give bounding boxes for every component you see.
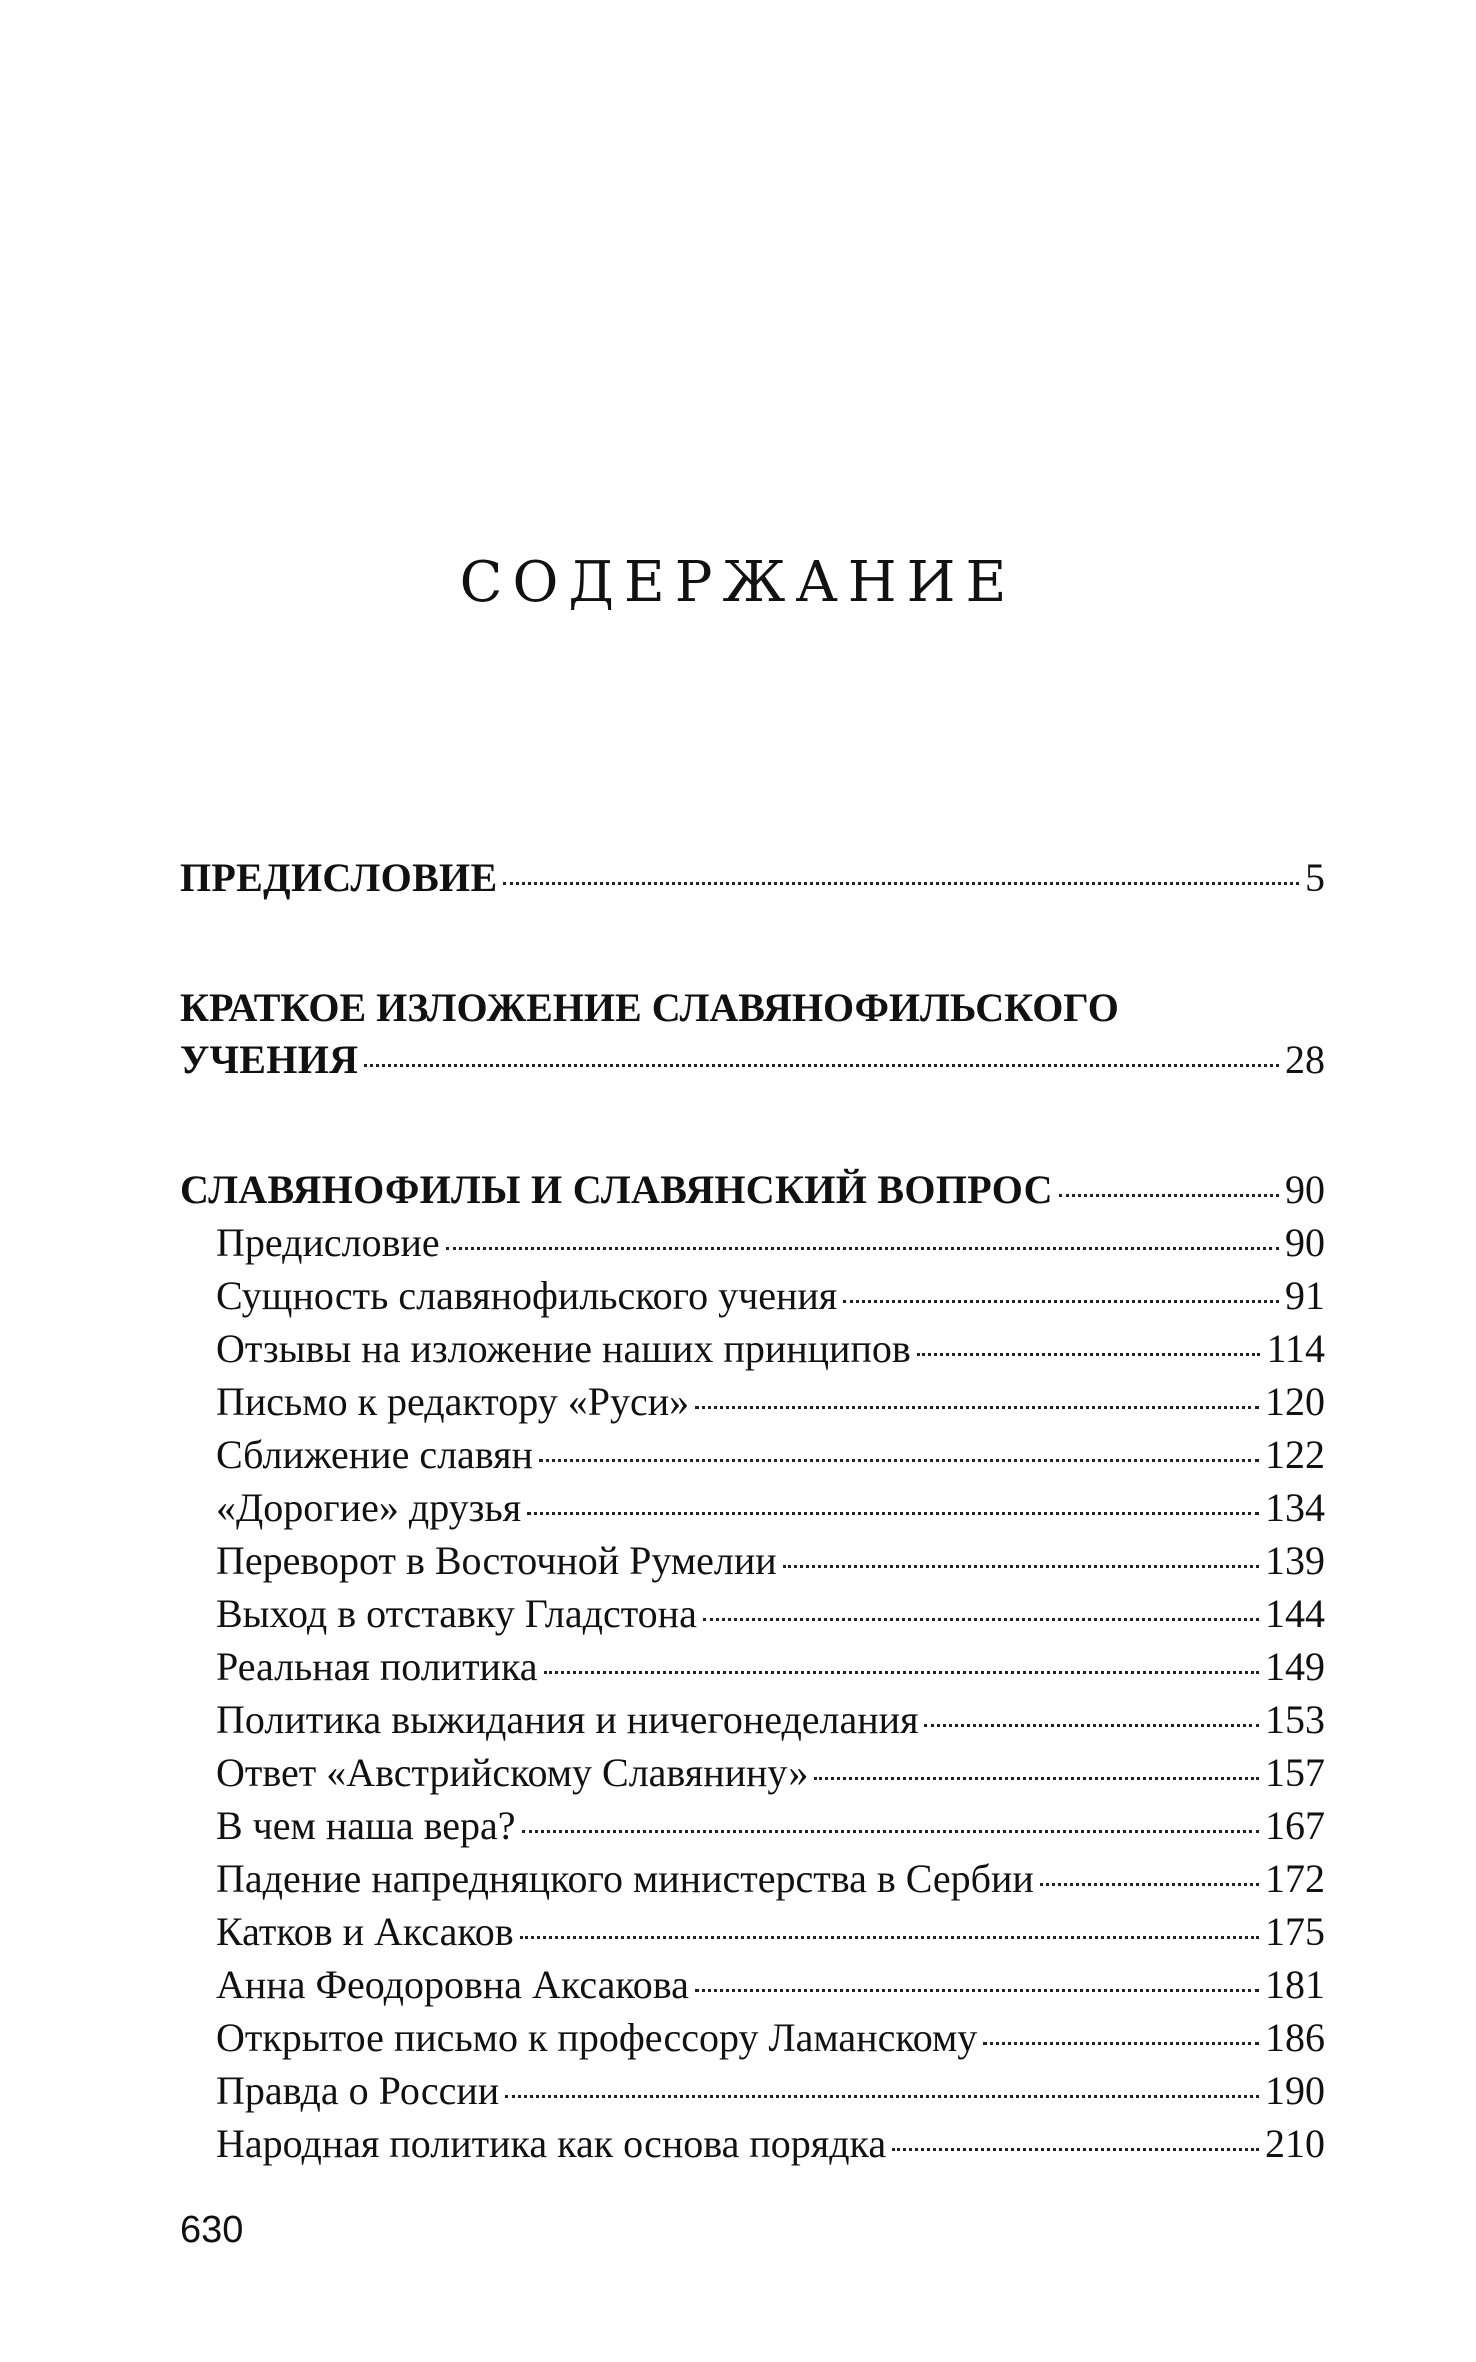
dot-leader (843, 1290, 1279, 1303)
dot-leader (520, 1926, 1259, 1939)
dot-leader (544, 1661, 1259, 1674)
toc-section-title-line1: КРАТКОЕ ИЗЛОЖЕНИЕ СЛАВЯНОФИЛЬСКОГО (180, 985, 1119, 1030)
dot-leader (527, 1502, 1259, 1515)
dot-leader (695, 1396, 1259, 1409)
toc-section-slavophiles[interactable] (180, 1164, 1325, 1216)
toc-subentry[interactable] (216, 1535, 1325, 1587)
toc-page-number: 91 (1285, 1273, 1325, 1318)
toc-page-number: 153 (1265, 1697, 1325, 1742)
toc-page-number: 157 (1265, 1750, 1325, 1795)
dot-leader (505, 2085, 1259, 2098)
toc-page-number: 186 (1265, 2015, 1325, 2060)
toc-subentry-title: Переворот в Восточной Румелии (216, 1538, 777, 1583)
toc-subentry-title: Реальная политика (216, 1644, 538, 1689)
toc-subentry-title: Правда о России (216, 2068, 500, 2113)
dot-leader (814, 1767, 1259, 1780)
toc-page-number: 175 (1265, 1909, 1325, 1954)
toc-page-number: 210 (1265, 2121, 1325, 2166)
toc-subentry-title: Открытое письмо к профессору Ламанскому (216, 2015, 978, 2060)
toc-page-number: 90 (1285, 1220, 1325, 1265)
toc-page-number: 139 (1265, 1538, 1325, 1583)
dot-leader (703, 1608, 1259, 1621)
toc-subentry[interactable] (216, 1641, 1325, 1693)
toc-subentry[interactable] (216, 1429, 1325, 1481)
toc-section-title: ПРЕДИСЛОВИЕ (180, 855, 498, 900)
toc-subentry[interactable] (216, 1217, 1325, 1269)
toc-subentry-title: Падение напредняцкого министерства в Сербии (216, 1856, 1034, 1901)
dot-leader (783, 1555, 1259, 1568)
toc-subentry[interactable] (216, 1482, 1325, 1534)
toc-subentry[interactable] (216, 1959, 1325, 2011)
toc-page-number: 122 (1265, 1432, 1325, 1477)
page-title: СОДЕРЖАНИЕ (459, 550, 1017, 615)
toc-page-number: 172 (1265, 1856, 1325, 1901)
dot-leader (522, 1820, 1260, 1833)
toc-page-number: 90 (1285, 1167, 1325, 1212)
dot-leader (695, 1979, 1259, 1992)
toc-subentry-title: Сущность славянофильского учения (216, 1273, 838, 1318)
toc-page-number: 5 (1305, 855, 1325, 900)
toc-subentry-title: Народная политика как основа порядка (216, 2121, 887, 2166)
toc-page-number: 120 (1265, 1379, 1325, 1424)
toc-page-number: 114 (1266, 1326, 1325, 1371)
toc-subentry[interactable] (216, 1270, 1325, 1322)
dot-leader (364, 1054, 1279, 1067)
toc-subentry-title: Анна Феодоровна Аксакова (216, 1962, 689, 2007)
toc-subentry[interactable] (216, 1747, 1325, 1799)
toc-subentry-title: Ответ «Австрийскому Славянину» (216, 1750, 809, 1795)
dot-leader (539, 1449, 1259, 1462)
dot-leader (892, 2138, 1259, 2151)
toc-page-number: 181 (1265, 1962, 1325, 2007)
toc-subentry-title: «Дорогие» друзья (216, 1485, 522, 1530)
toc-page-number: 134 (1265, 1485, 1325, 1530)
toc-page-number: 149 (1265, 1644, 1325, 1689)
toc-subentry[interactable] (216, 1588, 1325, 1640)
toc-subentry[interactable] (216, 1376, 1325, 1428)
toc-subentry[interactable] (216, 2012, 1325, 2064)
dot-leader (1040, 1873, 1259, 1886)
toc-page-number: 167 (1265, 1803, 1325, 1848)
toc-subentry[interactable] (216, 2065, 1325, 2117)
toc-subentry[interactable] (216, 1694, 1325, 1746)
toc-subentry-title: Политика выжидания и ничегонеделания (216, 1697, 919, 1742)
dot-leader (917, 1343, 1261, 1356)
toc-section-title: УЧЕНИЯ (180, 1037, 359, 1082)
toc-subentry[interactable] (216, 2118, 1325, 2170)
dot-leader (983, 2032, 1259, 2045)
toc-section-summary[interactable] (180, 1034, 1325, 1086)
toc-section-preface[interactable] (180, 852, 1325, 904)
toc-subentry[interactable] (216, 1906, 1325, 1958)
dot-leader (1059, 1184, 1279, 1197)
toc-section-title: СЛАВЯНОФИЛЫ И СЛАВЯНСКИЙ ВОПРОС (180, 1167, 1053, 1212)
toc-subentry-title: Отзывы на изложение наших принципов (216, 1326, 911, 1371)
dot-leader (503, 872, 1299, 885)
toc-subentry-title: Письмо к редактору «Руси» (216, 1379, 690, 1424)
toc-subentry-title: Предисловие (216, 1220, 440, 1265)
toc-subentry-title: Катков и Аксаков (216, 1909, 514, 1954)
toc-page-number: 144 (1265, 1591, 1325, 1636)
toc-subentry[interactable] (216, 1800, 1325, 1852)
dot-leader (446, 1237, 1279, 1250)
toc-subentry-title: Сближение славян (216, 1432, 533, 1477)
dot-leader (924, 1714, 1259, 1727)
toc-page-number: 190 (1265, 2068, 1325, 2113)
toc-subentry[interactable] (216, 1853, 1325, 1905)
toc-subentry[interactable] (216, 1323, 1325, 1375)
toc-subentry-title: Выход в отставку Гладстона (216, 1591, 697, 1636)
toc-subentry-title: В чем наша вера? (216, 1803, 516, 1848)
toc-page-number: 28 (1285, 1037, 1325, 1082)
page-number: 630 (180, 2209, 244, 2251)
